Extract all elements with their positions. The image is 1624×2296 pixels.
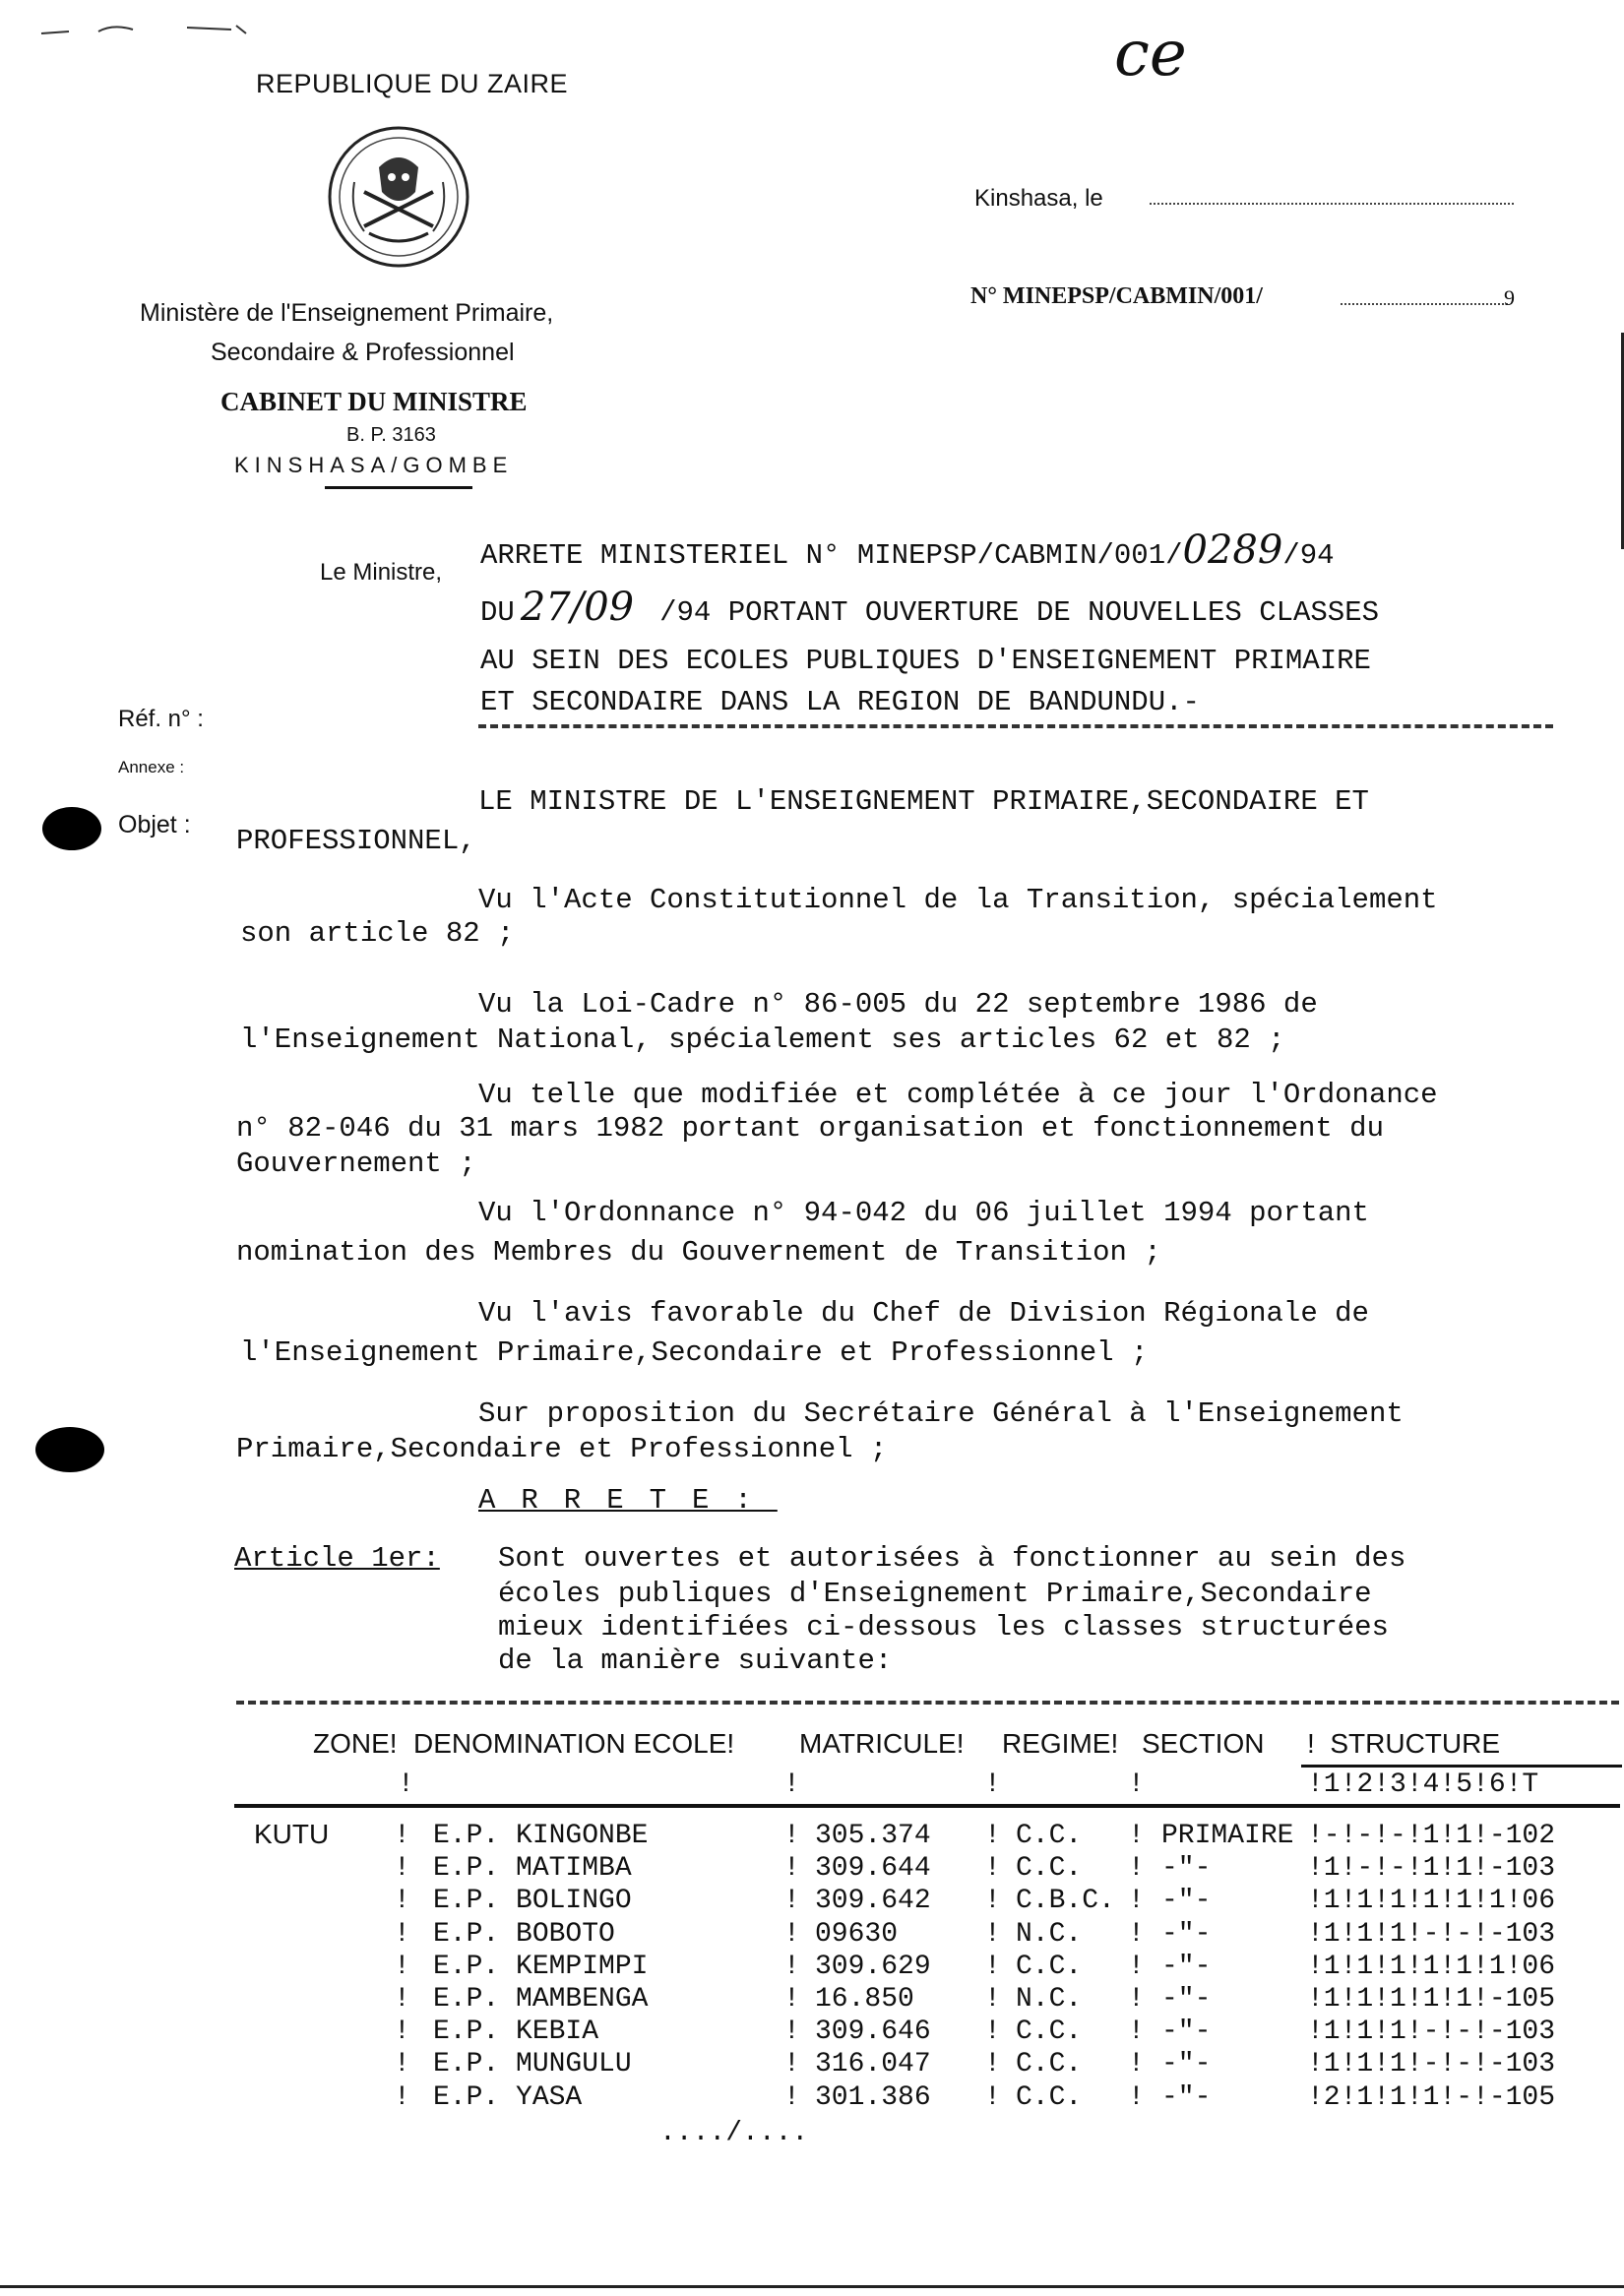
body-line: Vu l'Acte Constitutionnel de la Transition, spécialement (478, 884, 1438, 916)
cell-section: -"- (1161, 1886, 1212, 1917)
continuation-mark: ..../.... (659, 2118, 809, 2148)
reference-number: N° MINEPSP/CABMIN/001/ (970, 283, 1263, 309)
ministry-name-line2: Secondaire & Professionnel (211, 339, 515, 366)
cell-structure: !1!1!1!-!-!-103 (1307, 2017, 1556, 2048)
article-line: Sont ouvertes et autorisées à fonctionner au sein des (498, 1542, 1406, 1575)
reference-suffix: 9 (1504, 285, 1515, 310)
cell-matricule: 309.629 (815, 1951, 931, 1982)
column-separator: ! (984, 2081, 1001, 2113)
column-separator: ! (394, 1886, 410, 1917)
cell-structure: !1!1!1!1!1!1!06 (1307, 1886, 1556, 1917)
margin-scribble (39, 20, 295, 39)
cell-structure: !1!1!1!1!1!-105 (1307, 1984, 1556, 2015)
article-line: de la manière suivante: (498, 1644, 893, 1677)
cell-regime: N.C. (1016, 1984, 1083, 2015)
ministry-name-line1: Ministère de l'Enseignement Primaire, (140, 299, 554, 327)
ref-label: Réf. n° : (118, 706, 204, 732)
cell-matricule: 305.374 (815, 1821, 931, 1851)
cell-denomination: E.P. KINGONBE (433, 1821, 649, 1851)
handwritten-date: 27/09 (520, 585, 635, 630)
article-line: écoles publiques d'Enseignement Primaire,Secondaire (498, 1578, 1372, 1610)
body-line: Vu l'avis favorable du Chef de Division Régionale de (478, 1297, 1369, 1330)
cell-denomination: E.P. BOBOTO (433, 1918, 615, 1950)
le-ministre-label: Le Ministre, (320, 559, 443, 586)
cell-matricule: 309.646 (815, 2017, 931, 2048)
column-separator: ! (1128, 2081, 1145, 2113)
column-separator: ! (1128, 1918, 1145, 1950)
column-separator: ! (984, 1918, 1001, 1950)
header-matricule: MATRICULE! (799, 1728, 965, 1759)
handwritten-initials: ce (1114, 18, 1187, 91)
cell-section: PRIMAIRE (1161, 1821, 1294, 1851)
column-separator: ! (783, 1918, 800, 1950)
body-line: Vu telle que modifiée et complétée à ce jour l'Ordonance (478, 1079, 1438, 1111)
title-line-1-prefix: ARRETE MINISTERIEL N° MINEPSP/CABMIN/001/ (480, 539, 1183, 572)
cell-matricule: 316.047 (815, 2049, 931, 2080)
cell-section: -"- (1161, 1951, 1212, 1982)
cell-denomination: E.P. YASA (433, 2081, 583, 2113)
column-separator: ! (984, 1853, 1001, 1885)
column-separator: ! (1128, 1821, 1145, 1851)
cell-section: -"- (1161, 2049, 1212, 2080)
article-line: mieux identifiées ci-dessous les classes structurées (498, 1611, 1389, 1644)
cell-structure: !-!-!-!1!1!-102 (1307, 1821, 1556, 1851)
header-zone: ZONE! (313, 1728, 398, 1759)
header-col-mark: ! (783, 1769, 800, 1800)
title-separator (478, 724, 1553, 728)
cell-matricule: 16.850 (815, 1984, 914, 2015)
column-separator: ! (984, 1886, 1001, 1917)
body-line: Sur proposition du Secrétaire Général à l'Enseignement (478, 1397, 1404, 1430)
header-col-mark: ! (984, 1769, 1001, 1800)
cell-matricule: 309.644 (815, 1853, 931, 1885)
cell-denomination: E.P. MATIMBA (433, 1853, 632, 1885)
column-separator: ! (783, 2081, 800, 2113)
article-1-label: Article 1er: (234, 1542, 440, 1575)
arrete-heading: ARRETE: (478, 1484, 778, 1517)
cell-denomination: E.P. MAMBENGA (433, 1984, 649, 2015)
date-line-label: Kinshasa, le (974, 185, 1103, 212)
city-line: KINSHASA/GOMBE (234, 453, 514, 477)
punch-hole-mark (42, 807, 101, 850)
cell-structure: !1!1!1!1!1!1!06 (1307, 1951, 1556, 1982)
annexe-label: Annexe : (118, 758, 185, 776)
cell-matricule: 301.386 (815, 2081, 931, 2113)
header-section: SECTION (1142, 1728, 1265, 1759)
column-separator: ! (783, 1853, 800, 1885)
column-separator: ! (1128, 1951, 1145, 1982)
cell-regime: C.C. (1016, 2049, 1083, 2080)
cell-regime: C.C. (1016, 1853, 1083, 1885)
title-line-2-prefix: DU (480, 596, 515, 629)
cell-regime: C.C. (1016, 2017, 1083, 2048)
cell-denomination: E.P. KEBIA (433, 2017, 599, 2048)
column-separator: ! (1128, 1984, 1145, 2015)
body-line: nomination des Membres du Gouvernement de Transition ; (236, 1236, 1161, 1269)
table-top-separator (236, 1701, 1619, 1705)
date-dotted-line (1150, 203, 1514, 205)
cell-denomination: E.P. MUNGULU (433, 2049, 632, 2080)
header-structure-sub: !1!2!3!4!5!6!T (1307, 1769, 1539, 1800)
column-separator: ! (394, 1984, 410, 2015)
header-denomination: DENOMINATION ECOLE! (413, 1728, 735, 1759)
cell-regime: C.C. (1016, 1821, 1083, 1851)
column-separator: ! (1128, 1886, 1145, 1917)
column-separator: ! (394, 1918, 410, 1950)
body-line: son article 82 ; (240, 917, 515, 950)
column-separator: ! (984, 1951, 1001, 1982)
cell-section: -"- (1161, 2081, 1212, 2113)
title-line-4: ET SECONDAIRE DANS LA REGION DE BANDUNDU.- (480, 686, 1200, 718)
column-separator: ! (394, 1821, 410, 1851)
cell-structure: !1!-!-!1!1!-103 (1307, 1853, 1556, 1885)
body-line: Vu l'Ordonnance n° 94-042 du 06 juillet 1994 portant (478, 1197, 1369, 1229)
header-structure: ! STRUCTURE (1307, 1728, 1501, 1759)
column-separator: ! (984, 2017, 1001, 2048)
column-separator: ! (394, 1951, 410, 1982)
column-separator: ! (394, 2081, 410, 2113)
cabinet-heading: CABINET DU MINISTRE (220, 387, 528, 416)
handwritten-decree-number: 0289 (1182, 527, 1283, 573)
header-col-mark: ! (398, 1769, 414, 1800)
title-line-1 (480, 527, 1335, 573)
column-separator: ! (394, 1853, 410, 1885)
column-separator: ! (783, 1886, 800, 1917)
city-underline (325, 486, 472, 489)
reference-dotted-line (1341, 303, 1508, 305)
title-line-2 (480, 585, 1379, 630)
title-line-2-suffix: /94 PORTANT OUVERTURE DE NOUVELLES CLASSES (659, 596, 1380, 629)
body-line: Primaire,Secondaire et Professionnel ; (236, 1433, 888, 1465)
column-separator: ! (783, 1984, 800, 2015)
cell-denomination: E.P. KEMPIMPI (433, 1951, 649, 1982)
column-separator: ! (394, 2017, 410, 2048)
header-col-mark: ! (1128, 1769, 1145, 1800)
cell-regime: C.B.C. (1016, 1886, 1115, 1917)
title-line-1-suffix: /94 (1282, 539, 1335, 572)
column-separator: ! (1128, 1853, 1145, 1885)
column-separator: ! (783, 1821, 800, 1851)
cell-matricule: 309.642 (815, 1886, 931, 1917)
coat-of-arms-seal (325, 123, 472, 271)
body-line: l'Enseignement National, spécialement ses articles 62 et 82 ; (240, 1024, 1285, 1056)
body-line: Vu la Loi-Cadre n° 86-005 du 22 septembre 1986 de (478, 988, 1318, 1021)
column-separator: ! (984, 1984, 1001, 2015)
cell-section: -"- (1161, 1984, 1212, 2015)
title-line-3: AU SEIN DES ECOLES PUBLIQUES D'ENSEIGNEMENT PRIMAIRE (480, 645, 1371, 677)
cell-matricule: 09630 (815, 1918, 899, 1950)
cell-regime: C.C. (1016, 1951, 1083, 1982)
page-bottom-edge (0, 2285, 1624, 2288)
structure-header-rule (1301, 1765, 1622, 1768)
cell-denomination: E.P. BOLINGO (433, 1886, 632, 1917)
body-line: LE MINISTRE DE L'ENSEIGNEMENT PRIMAIRE,SECONDAIRE ET (478, 785, 1369, 818)
table-header-rule (234, 1804, 1620, 1808)
column-separator: ! (1128, 2049, 1145, 2080)
column-separator: ! (1128, 2017, 1145, 2048)
punch-hole-mark (35, 1427, 104, 1472)
cell-regime: N.C. (1016, 1918, 1083, 1950)
cell-structure: !2!1!1!1!-!-105 (1307, 2081, 1556, 2113)
body-line: l'Enseignement Primaire,Secondaire et Professionnel ; (240, 1336, 1149, 1369)
zone-cell: KUTU (254, 1819, 330, 1849)
body-line: n° 82-046 du 31 mars 1982 portant organisation et fonctionnement du (236, 1112, 1384, 1145)
column-separator: ! (984, 1821, 1001, 1851)
republic-heading: REPUBLIQUE DU ZAIRE (256, 69, 569, 98)
body-line: Gouvernement ; (236, 1148, 476, 1180)
column-separator: ! (984, 2049, 1001, 2080)
body-line: PROFESSIONNEL, (236, 825, 476, 857)
postal-box: B. P. 3163 (346, 424, 436, 446)
column-separator: ! (394, 2049, 410, 2080)
column-separator: ! (783, 2017, 800, 2048)
cell-structure: !1!1!1!-!-!-103 (1307, 2049, 1556, 2080)
cell-structure: !1!1!1!-!-!-103 (1307, 1918, 1556, 1950)
cell-section: -"- (1161, 1853, 1212, 1885)
cell-section: -"- (1161, 2017, 1212, 2048)
column-separator: ! (783, 2049, 800, 2080)
objet-label: Objet : (118, 811, 191, 838)
cell-section: -"- (1161, 1918, 1212, 1950)
column-separator: ! (783, 1951, 800, 1982)
cell-regime: C.C. (1016, 2081, 1083, 2113)
header-regime: REGIME! (1002, 1728, 1119, 1759)
